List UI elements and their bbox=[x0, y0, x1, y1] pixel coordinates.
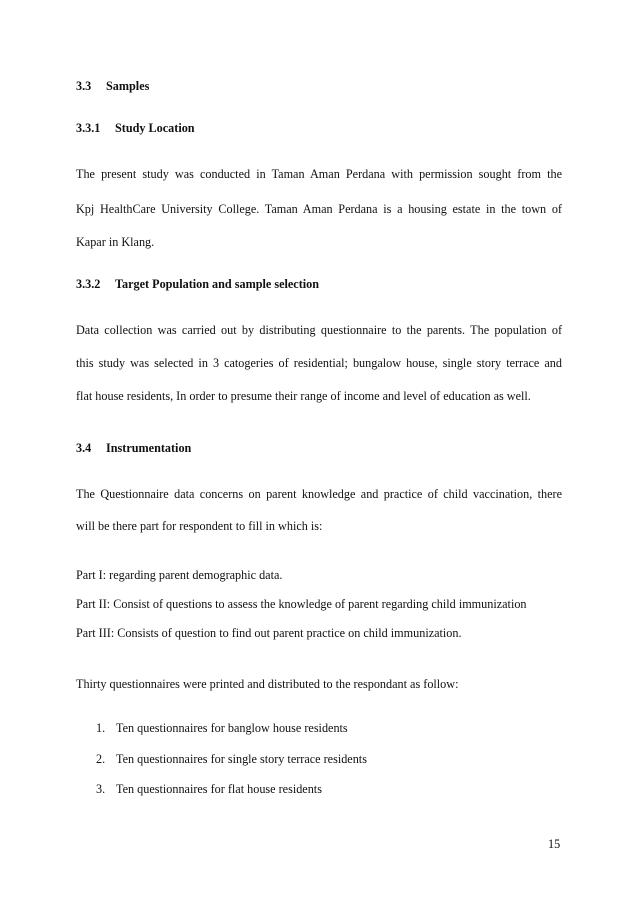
paragraph-line: this study was selected in 3 catogeries of residential; bungalow house, single story terrace and bbox=[76, 356, 562, 370]
paragraph-line: Kpj HealthCare University College. Taman Aman Perdana is a housing estate in the town of bbox=[76, 202, 562, 216]
list-item-number: 3. bbox=[96, 782, 106, 796]
instrumentation-intro-paragraph bbox=[76, 486, 562, 536]
study-location-paragraph bbox=[76, 166, 562, 249]
list-item-text: Ten questionnaires for flat house residents bbox=[116, 782, 322, 796]
part-item: Part I: regarding parent demographic data. bbox=[76, 568, 283, 582]
part-item: Part III: Consists of question to find out parent practice on child immunization. bbox=[76, 626, 462, 640]
section-title: Study Location bbox=[115, 121, 195, 135]
section-number: 3.3.1 bbox=[76, 121, 101, 135]
list-item bbox=[96, 751, 367, 767]
list-item bbox=[96, 781, 322, 797]
distribution-text: Thirty questionnaires were printed and distributed to the respondant as follow: bbox=[76, 677, 459, 691]
page-number: 15 bbox=[548, 837, 561, 851]
section-title: Samples bbox=[106, 79, 150, 93]
list-item-number: 1. bbox=[96, 721, 106, 735]
list-item-text: Ten questionnaires for single story terrace residents bbox=[116, 752, 367, 766]
section-title: Target Population and sample selection bbox=[115, 277, 320, 291]
section-number: 3.3 bbox=[76, 79, 92, 93]
paragraph-line: Kapar in Klang. bbox=[76, 235, 155, 249]
section-number: 3.4 bbox=[76, 441, 92, 455]
list-item-number: 2. bbox=[96, 752, 106, 766]
paragraph-line: Data collection was carried out by distributing questionnaire to the parents. The population of bbox=[76, 323, 562, 337]
list-item-text: Ten questionnaires for banglow house residents bbox=[116, 721, 348, 735]
part-item: Part II: Consist of questions to assess the knowledge of parent regarding child immunization bbox=[76, 597, 527, 611]
paragraph-line: The Questionnaire data concerns on parent knowledge and practice of child vaccination, there bbox=[76, 487, 562, 501]
section-heading-3-3-1 bbox=[76, 120, 195, 136]
section-heading-3-3-2 bbox=[76, 276, 319, 292]
paragraph-line: The present study was conducted in Taman Aman Perdana with permission sought from the bbox=[76, 167, 562, 181]
list-item bbox=[96, 720, 348, 736]
section-number: 3.3.2 bbox=[76, 277, 101, 291]
paragraph-line: flat house residents, In order to presume their range of income and level of education as well. bbox=[76, 389, 531, 403]
section-heading-3-4 bbox=[76, 440, 191, 456]
paragraph-line: will be there part for respondent to fill in which is: bbox=[76, 519, 323, 533]
target-population-paragraph bbox=[76, 322, 562, 402]
section-title: Instrumentation bbox=[106, 441, 192, 455]
section-heading-3-3 bbox=[76, 78, 149, 94]
